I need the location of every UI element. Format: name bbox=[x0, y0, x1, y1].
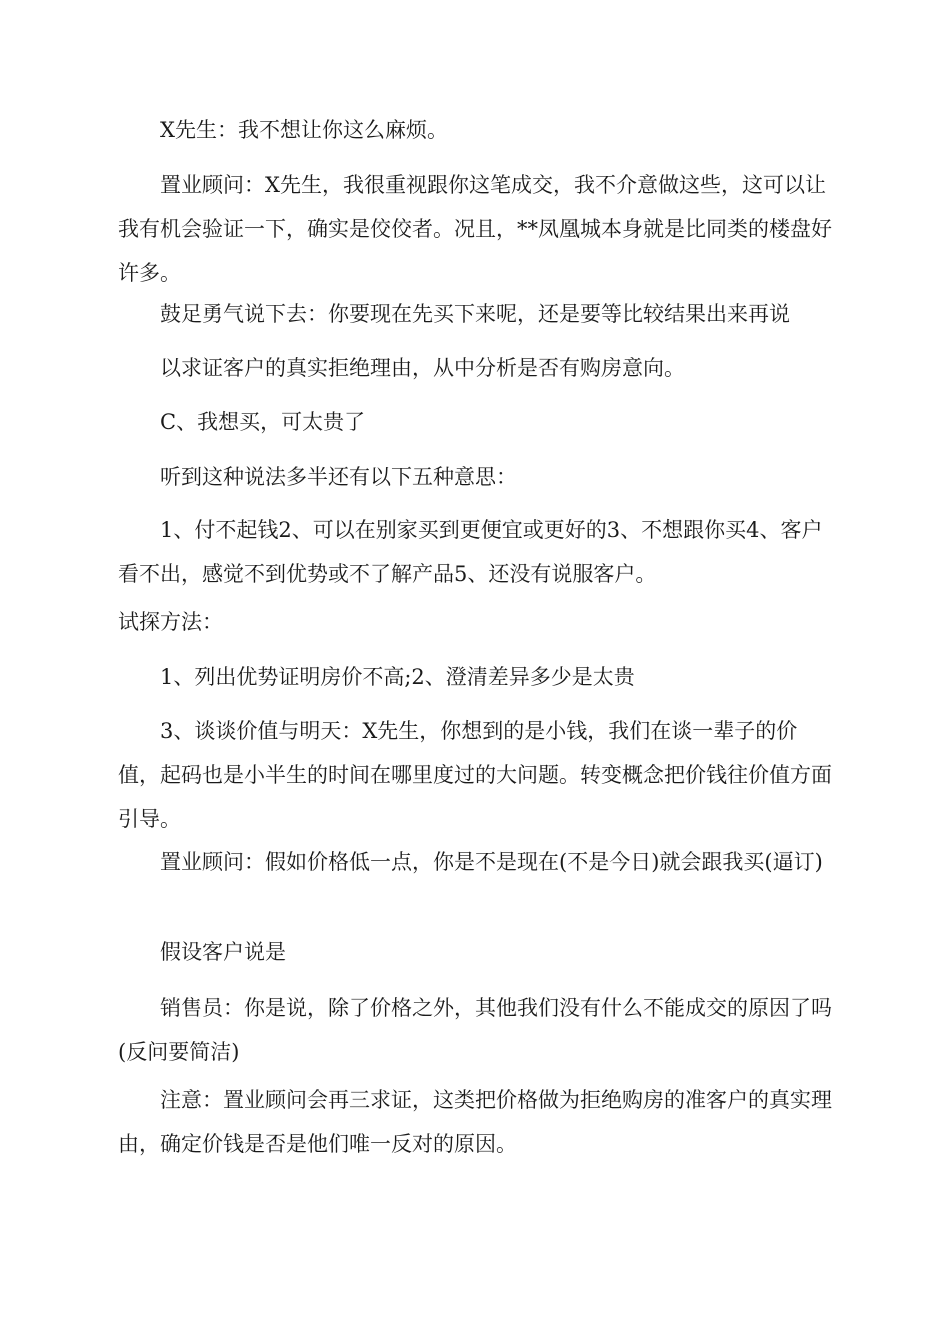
paragraph-14: 注意：置业顾问会再三求证，这类把价格做为拒绝购房的准客户的真实理由，确定价钱是否是他们唯一反对的原因。 bbox=[118, 1088, 832, 1156]
paragraph-9: 1、列出优势证明房价不高;2、澄清差异多少是太贵 bbox=[160, 665, 635, 689]
paragraph-1: X先生：我不想让你这么麻烦。 bbox=[160, 118, 448, 142]
paragraph-2: 置业顾问：X先生，我很重视跟你这笔成交，我不介意做这些，这可以让我有机会验证一下，确实是佼佼者。况且，**凤凰城本身就是比同类的楼盘好许多。 bbox=[118, 173, 832, 285]
paragraph-5: C、我想买，可太贵了 bbox=[160, 410, 366, 434]
paragraph-3: 鼓足勇气说下去：你要现在先买下来呢，还是要等比较结果出来再说 bbox=[160, 302, 790, 326]
paragraph-6: 听到这种说法多半还有以下五种意思： bbox=[160, 465, 517, 489]
paragraph-11: 置业顾问：假如价格低一点，你是不是现在(不是今日)就会跟我买(逼订) bbox=[160, 850, 823, 874]
paragraph-4: 以求证客户的真实拒绝理由，从中分析是否有购房意向。 bbox=[160, 356, 685, 380]
paragraph-12: 假设客户说是 bbox=[160, 940, 286, 964]
paragraph-8: 试探方法： bbox=[118, 610, 223, 634]
paragraph-13: 销售员：你是说，除了价格之外，其他我们没有什么不能成交的原因了吗(反问要简洁) bbox=[118, 996, 832, 1064]
paragraph-10: 3、谈谈价值与明天：X先生，你想到的是小钱，我们在谈一辈子的价值，起码也是小半生的时间在哪里度过的大问题。转变概念把价钱往价值方面引导。 bbox=[118, 719, 832, 831]
paragraph-7: 1、付不起钱2、可以在别家买到更便宜或更好的3、不想跟你买4、客户看不出，感觉不到优势或不了解产品5、还没有说服客户。 bbox=[118, 518, 823, 586]
